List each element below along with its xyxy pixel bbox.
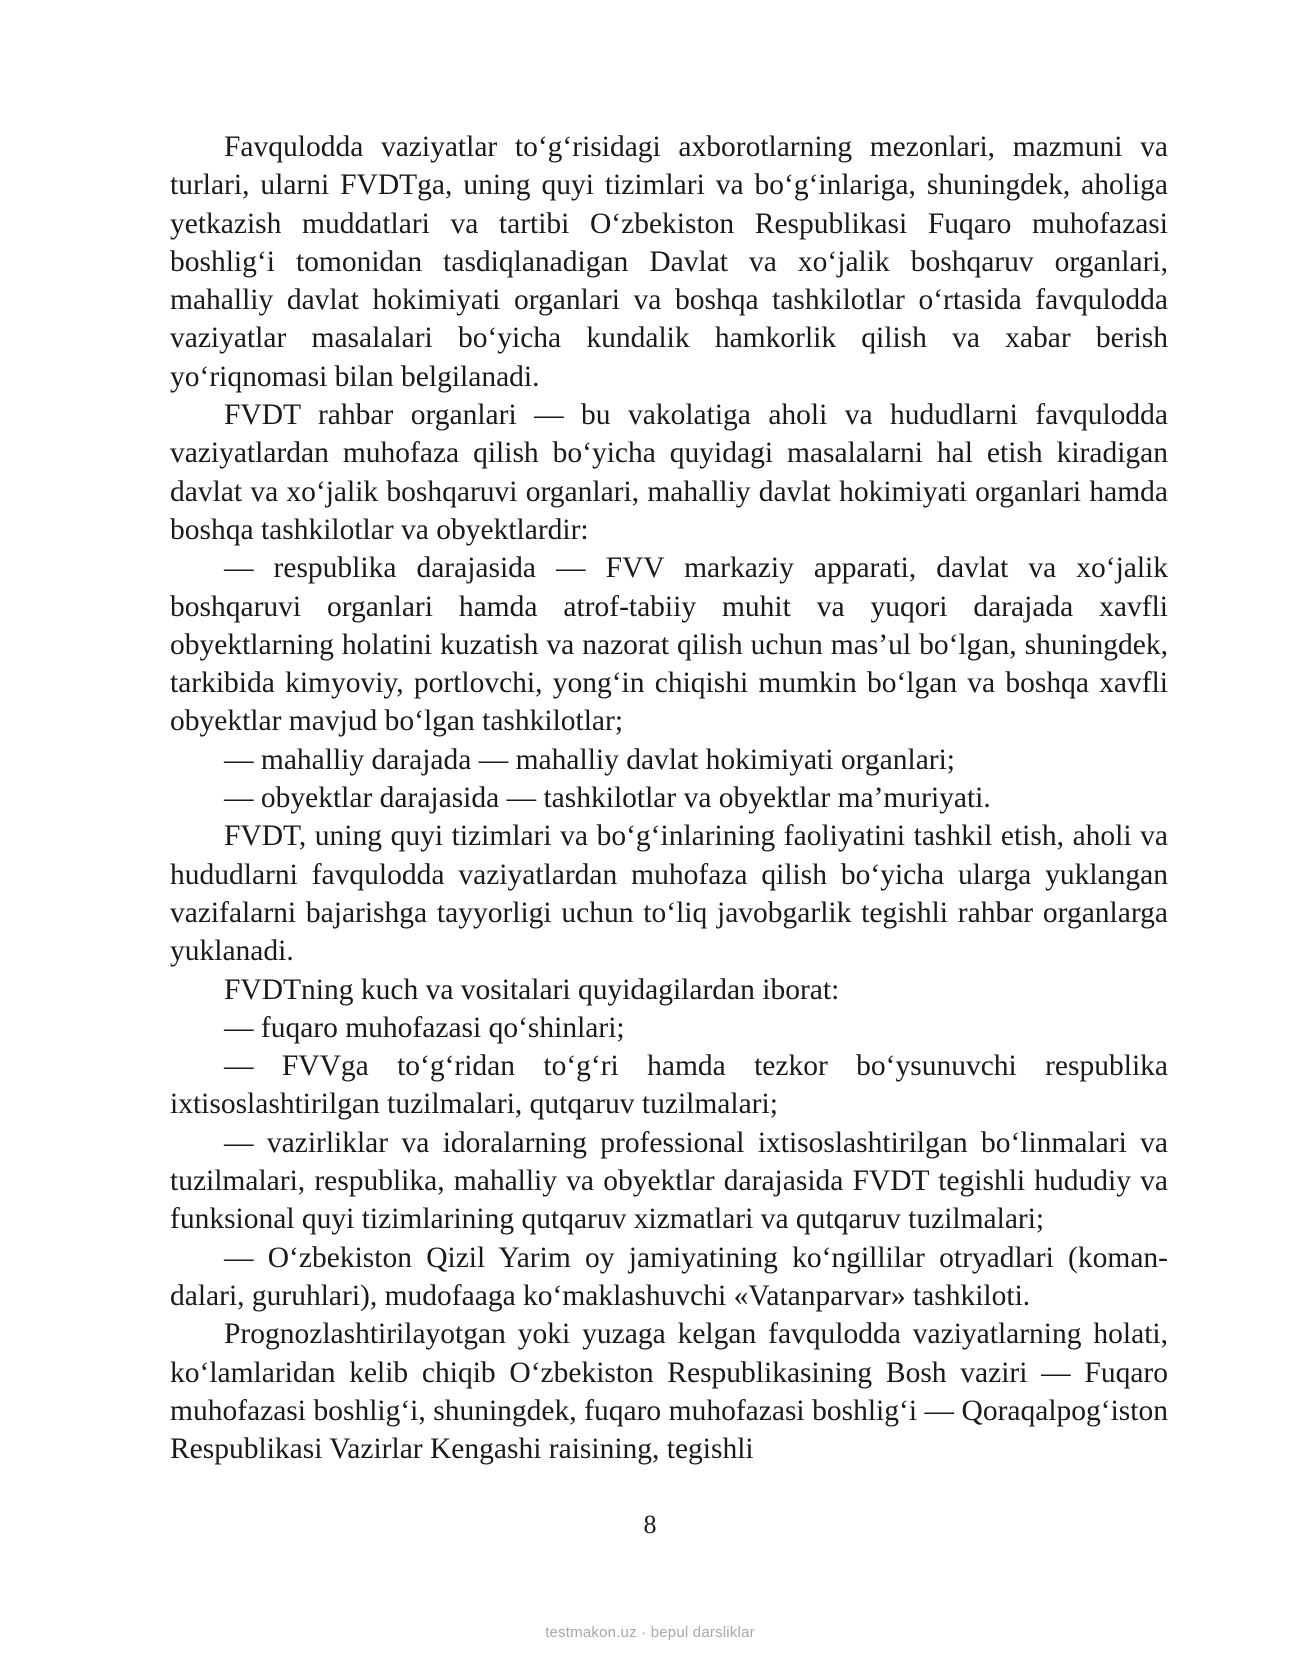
paragraph-7: FVDTning kuch va vositalari quyidagilardan iborat: bbox=[224, 973, 840, 1006]
paragraph-12: Prognozlashtirilayotgan yoki yuzaga kelgan favqulodda vaziyatlarning holati, ko‘lamlaridan kelib chiqib O‘zbekiston Respublikasining Bosh vaziri — Fuqaro muhofazasi boshlig‘i, shuningdek, fuqaro muhofazasi boshlig‘i — Qoraqalpog‘iston Respublikasi Vazirlar Kengashi raisining, tegishli bbox=[170, 1318, 1168, 1466]
paragraph-3: — respublika darajasida — FVV markaziy apparati, davlat va xo‘jalik boshqaruvi organlari hamda atrof-tabiiy muhit va yuqori darajada xavfli obyektlarning holatini kuzatish va nazorat qilish uchun mas’ul bo‘lgan, shuningdek, tarkibida kimyoviy, portlovchi, yong‘in chiqishi mumkin bo‘lgan va boshqa xavfli obyektlar mavjud bo‘lgan tashkilotlar; bbox=[170, 552, 1168, 738]
paragraph-8: — fuqaro muhofazasi qo‘shinlari; bbox=[224, 1011, 625, 1044]
paragraph-4: — mahalliy darajada — mahalliy davlat hokimiyati organlari; bbox=[224, 743, 956, 776]
paragraph-1: Favqulodda vaziyatlar to‘g‘risidagi axborotlarning mezonlari, mazmuni va turlari, ularni FVDTga, uning quyi tizimlari va bo‘g‘inlariga, shuningdek, aholiga yetkazish muddatlari va tartibi O‘zbekiston Respublikasi Fuqaro muhofazasi boshlig‘i tomonidan tasdiqlanadigan Davlat va xo‘jalik boshqaruv organlari, mahalliy davlat hokimiyati organlari va boshqa tashkilotlar o‘rtasida favqulodda vaziyatlar masalalari bo‘yicha kundalik hamkorlik qilish va xabar berish yo‘riqnomasi bilan belgilanadi. bbox=[170, 131, 1168, 393]
paragraph-10: — vazirliklar va idoralarning professional ixtisoslashtirilgan bo‘linmalari va tuzilmalari, respublika, mahalliy va obyektlar darajasida FVDT tegishli hududiy va funksional quyi tizimlarining qutqaruv xizmatlari va qutqaruv tuzilmalari; bbox=[170, 1126, 1168, 1236]
paragraph-6: FVDT, uning quyi tizimlari va bo‘g‘inlarining faoliyatini tashkil etish, aholi va hududlarni favqulodda vaziyatlardan muhofaza qilish bo‘yicha ularga yuklangan vazifalarni bajarishga tayyorligi uchun to‘liq javobgarlik tegishli rahbar organlarga yuklanadi. bbox=[170, 820, 1168, 968]
page-number: 8 bbox=[643, 1510, 657, 1539]
paragraph-9: — FVVga to‘g‘ridan to‘g‘ri hamda tezkor bo‘ysunuvchi respublika ixtisoslashtirilgan tuzilmalari, qutqaruv tuzilmalari; bbox=[170, 1050, 1168, 1121]
paragraph-2: FVDT rahbar organlari — bu vakolatiga aholi va hududlarni favqulodda vaziyatlardan muhofaza qilish bo‘yicha quyidagi masalalarni hal etish kiradigan davlat va xo‘jalik boshqaruvi organlari, mahalliy davlat hokimiyati organlari hamda boshqa tashkilotlar va obyektlardir: bbox=[170, 399, 1168, 546]
page-body bbox=[170, 128, 1168, 1468]
footer-watermark: testmakon.uz · bepul darsliklar bbox=[545, 1624, 755, 1641]
paragraph-11: — O‘zbekiston Qizil Yarim oy jamiyatining ko‘ngillilar otryadlari (komandalari, guruhlari), mudofaaga ko‘maklashuvchi «Vatanparvar» tashkiloti. bbox=[170, 1241, 1168, 1312]
paragraph-5: — obyektlar darajasida — tashkilotlar va obyektlar ma’muriyati. bbox=[224, 782, 991, 815]
